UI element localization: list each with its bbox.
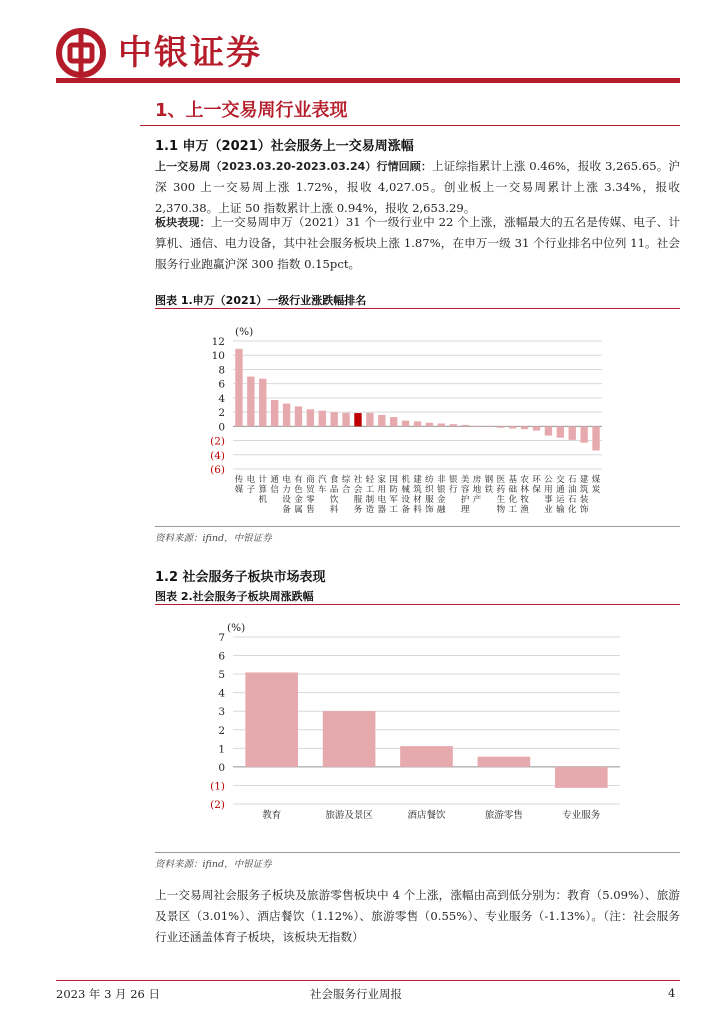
figure-1-bottom-rule (155, 526, 680, 527)
bar (569, 426, 576, 440)
y-tick-label: (2) (210, 435, 225, 448)
page-header (0, 0, 724, 85)
y-tick-label: 12 (211, 336, 225, 348)
y-tick-label: 1 (218, 743, 225, 756)
category-label: 美容护理 (460, 475, 470, 515)
y-tick-label: (1) (210, 780, 225, 793)
bar (354, 413, 361, 426)
brand-name: 中银证券 (118, 33, 262, 73)
category-label: 环保 (532, 475, 541, 495)
bar (485, 426, 492, 427)
sub-sector-summary-paragraph: 上一交易周社会服务子板块及旅游零售板块中 4 个上涨，涨幅由高到低分别为：教育（5.09%）、旅游及景区（3.01%）、酒店餐饮（1.12%）、旅游零售（0.55%）、专业服务（-1.13%）。（注：社会服务行业还涵盖体育子板块，该板块无指数） (155, 888, 680, 944)
sector-performance-paragraph (155, 212, 680, 275)
y-tick-label: 7 (218, 632, 225, 644)
category-label: 旅游零售 (484, 810, 523, 821)
market-review-text: 上证综指累计上涨 0.46%，报收 3,265.65。沪深 300 上一交易周上涨 1.72%，报收 4,027.05。创业板上一交易周累计上涨 3.34%，报收 2,370.38。上证 50 指数累计上涨 0.94%，报收 2,653.29。 (155, 159, 680, 215)
bar (295, 406, 302, 426)
bank-of-china-logo-icon (56, 28, 106, 78)
y-tick-label: (6) (210, 464, 225, 476)
y-tick-label: (2) (210, 799, 225, 811)
y-tick-label: 0 (218, 761, 225, 774)
category-label: 银行 (448, 475, 458, 495)
bar (342, 413, 349, 427)
bar (521, 426, 528, 429)
bar (438, 423, 445, 426)
market-review-label: 上一交易周（2023.03.20-2023.03.24）行情回顾： (155, 160, 432, 173)
bar (323, 711, 376, 767)
category-label: 建筑材料 (413, 475, 422, 515)
y-tick-label: 6 (218, 378, 225, 391)
bar (426, 423, 433, 427)
subsection-2-title: 1.2 社会服务子板块市场表现 (155, 570, 326, 585)
bar (414, 421, 421, 426)
subsection-1-title: 1.1 申万（2021）社会服务上一交易周涨幅 (155, 139, 414, 154)
bar (247, 377, 254, 427)
category-label: 纺织服饰 (425, 475, 434, 515)
y-axis-label: (%) (227, 622, 246, 634)
bar (245, 672, 298, 766)
bar (330, 412, 337, 426)
market-review-paragraph (155, 156, 680, 219)
category-label: 农林牧渔 (520, 475, 529, 515)
y-tick-label: 5 (218, 669, 225, 682)
category-label: 轻工制造 (365, 475, 375, 515)
sector-performance-label: 板块表现： (155, 216, 211, 229)
y-tick-label: 0 (218, 421, 225, 434)
figure-1-source: 资料来源：ifind，中银证券 (155, 533, 272, 544)
bar (557, 426, 564, 437)
y-tick-label: 4 (218, 392, 225, 405)
category-label: 电子 (246, 475, 256, 495)
category-label: 专业服务 (562, 810, 601, 821)
figure-2-top-rule (155, 604, 680, 605)
figure-2-source: 资料来源：ifind，中银证券 (155, 859, 272, 870)
figure-1-top-rule (155, 308, 680, 309)
bar (545, 426, 552, 435)
category-label: 石油石化 (567, 475, 577, 515)
category-label: 传媒 (234, 475, 244, 495)
bar (450, 424, 457, 426)
brand-logo (56, 28, 262, 78)
footer-report-name: 社会服务行业周报 (310, 987, 402, 1001)
category-label: 社会服务 (353, 475, 363, 515)
bar (497, 426, 504, 427)
category-label: 通信 (270, 475, 279, 495)
category-label: 汽车 (318, 475, 327, 495)
bar (461, 425, 468, 426)
sector-performance-text: 上一交易周申万（2021）31 个一级行业中 22 个上涨，涨幅最大的五名是传媒、电子、计算机、通信、电力设备，其中社会服务板块上涨 1.87%，在申万一级 31 个行业排名中位列 11。社会服务行业跑赢沪深 300 指数 0.15pct。 (155, 215, 680, 271)
category-label: 教育 (262, 810, 282, 821)
bar (283, 404, 290, 427)
y-tick-label: 3 (218, 706, 225, 719)
bar (555, 767, 608, 788)
category-label: 建筑装饰 (579, 475, 589, 515)
bar (509, 426, 516, 428)
y-tick-label: 10 (211, 350, 225, 363)
category-label: 计算机 (258, 475, 268, 505)
y-tick-label: 8 (218, 364, 225, 377)
category-label: 商贸零售 (306, 475, 315, 515)
bar (390, 417, 397, 426)
category-label: 有色金属 (294, 475, 303, 515)
bar (366, 413, 373, 427)
bar (271, 400, 278, 426)
footer-page-number: 4 (668, 986, 676, 1000)
category-label: 电力设备 (282, 475, 291, 515)
section-title-rule (140, 125, 680, 126)
category-label: 旅游及景区 (325, 810, 373, 821)
category-label: 钢铁 (484, 475, 494, 495)
y-tick-label: 4 (218, 687, 225, 700)
y-tick-label: (4) (210, 449, 225, 462)
sub-sector-chart (155, 608, 680, 848)
bar (307, 409, 314, 426)
bar (259, 379, 266, 427)
bar (319, 411, 326, 427)
bar (478, 757, 531, 767)
category-label: 房地产 (472, 475, 482, 505)
y-tick-label: 2 (218, 407, 225, 420)
category-label: 公用事业 (544, 475, 553, 515)
section-title: 1、上一交易周行业表现 (155, 100, 348, 121)
figure-1-title: 图表 1.申万（2021）一级行业涨跌幅排名 (155, 294, 367, 307)
bar (533, 426, 540, 430)
category-label: 煤炭 (591, 475, 601, 495)
figure-2-title: 图表 2.社会服务子板块周涨跌幅 (155, 590, 314, 603)
y-tick-label: 6 (218, 650, 225, 663)
footer-date: 2023 年 3 月 26 日 (56, 987, 160, 1001)
category-label: 国防军工 (389, 475, 398, 515)
header-divider (56, 78, 680, 83)
bar (378, 415, 385, 426)
figure-2-bottom-rule (155, 852, 680, 853)
y-tick-label: 2 (218, 724, 225, 737)
category-label: 食品饮料 (329, 475, 339, 515)
category-label: 非银金融 (437, 475, 446, 515)
bar (402, 421, 409, 427)
category-label: 家用电器 (377, 475, 387, 515)
bar (592, 426, 599, 450)
category-label: 医药生物 (496, 475, 506, 515)
category-label: 基础化工 (508, 475, 517, 515)
category-label: 酒店餐饮 (407, 810, 446, 821)
footer-divider (56, 980, 680, 981)
bar (580, 426, 587, 442)
bar (473, 426, 480, 427)
category-label: 综合 (341, 475, 351, 495)
industry-ranking-chart (155, 312, 680, 524)
bar (400, 746, 453, 767)
bar (235, 349, 242, 427)
category-label: 机械设备 (401, 475, 410, 515)
category-label: 交通运输 (556, 475, 565, 515)
y-axis-label: (%) (235, 326, 254, 338)
